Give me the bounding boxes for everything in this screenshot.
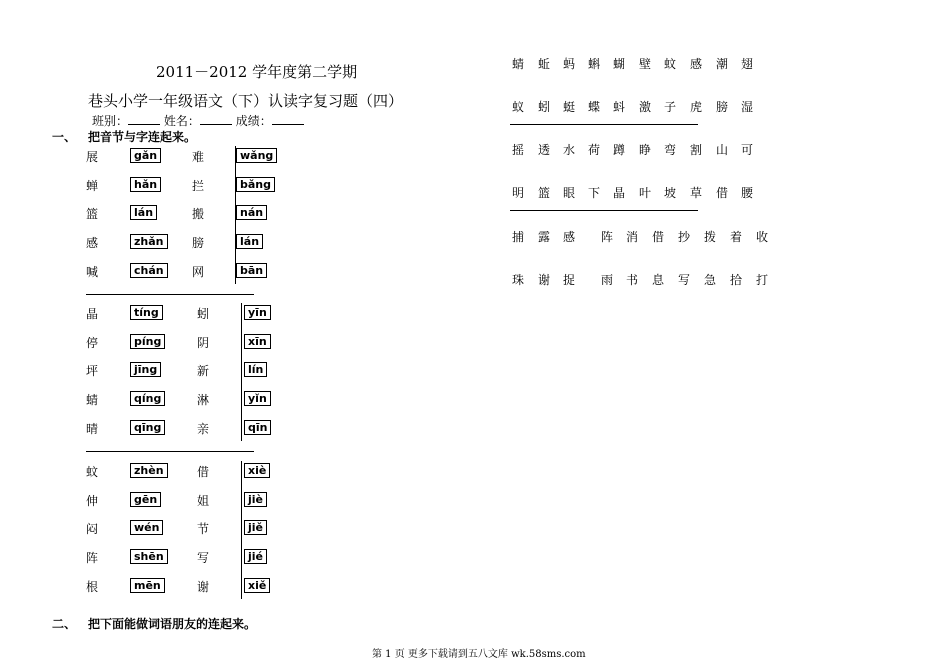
hanzi-right[interactable]: 淋 bbox=[197, 393, 210, 408]
word-char[interactable]: 消 bbox=[625, 230, 638, 244]
word-char[interactable]: 膀 bbox=[715, 100, 728, 114]
word-char[interactable]: 蹲 bbox=[612, 143, 625, 157]
worksheet-title-line1: 2011－2012 学年度第二学期 bbox=[156, 63, 358, 81]
word-char[interactable]: 书 bbox=[625, 273, 638, 287]
word-char[interactable]: 蚂 bbox=[562, 57, 575, 71]
student-info-line bbox=[92, 112, 304, 129]
hanzi-left[interactable]: 闷 bbox=[86, 522, 99, 537]
group-divider-vertical bbox=[235, 146, 236, 284]
pinyin-box-right[interactable]: nán bbox=[236, 205, 267, 220]
pinyin-box-left[interactable]: tíng bbox=[130, 305, 163, 320]
hanzi-left[interactable]: 晴 bbox=[86, 421, 99, 436]
word-char[interactable]: 湿 bbox=[740, 100, 753, 114]
word-char[interactable]: 虎 bbox=[689, 100, 702, 114]
word-char[interactable]: 激 bbox=[638, 100, 651, 114]
class-blank[interactable] bbox=[128, 114, 160, 125]
pinyin-box-left[interactable]: gēn bbox=[130, 492, 161, 507]
word-char[interactable]: 荷 bbox=[587, 143, 600, 157]
section1-instruction: 把音节与字连起来。 bbox=[88, 130, 197, 144]
pinyin-box-left[interactable]: jīng bbox=[130, 362, 161, 377]
pinyin-box-right[interactable]: jiè bbox=[244, 492, 267, 507]
pinyin-box-left[interactable]: píng bbox=[130, 334, 165, 349]
hanzi-left[interactable]: 喊 bbox=[86, 264, 99, 279]
pinyin-box-left[interactable]: qíng bbox=[130, 391, 165, 406]
pinyin-box-right[interactable]: xiě bbox=[244, 578, 270, 593]
hanzi-right[interactable]: 姐 bbox=[197, 493, 210, 508]
word-char[interactable]: 急 bbox=[703, 273, 716, 287]
word-char[interactable]: 睁 bbox=[638, 143, 651, 157]
hanzi-left[interactable]: 蜻 bbox=[86, 393, 99, 408]
hanzi-left[interactable]: 伸 bbox=[86, 493, 99, 508]
pinyin-box-left[interactable]: wén bbox=[130, 520, 163, 535]
score-blank[interactable] bbox=[272, 114, 304, 125]
word-char[interactable]: 山 bbox=[715, 143, 728, 157]
name-label: 姓名： bbox=[163, 114, 200, 128]
word-char[interactable]: 下 bbox=[587, 186, 600, 200]
page-footer: 第 1 页 更多下载请到五八文库 wk.58sms.com bbox=[372, 649, 586, 660]
pinyin-box-right[interactable]: lán bbox=[236, 234, 263, 249]
word-char[interactable]: 借 bbox=[715, 186, 728, 200]
word-char[interactable]: 感 bbox=[689, 57, 702, 71]
pinyin-box-left[interactable]: gǎn bbox=[130, 148, 161, 163]
hanzi-right[interactable]: 膀 bbox=[192, 236, 205, 251]
hanzi-left[interactable]: 蚊 bbox=[86, 465, 99, 479]
word-char[interactable]: 谢 bbox=[537, 273, 550, 287]
hanzi-left[interactable]: 根 bbox=[86, 579, 99, 594]
hanzi-right[interactable]: 借 bbox=[197, 465, 210, 479]
pinyin-box-left[interactable]: zhèn bbox=[130, 463, 168, 478]
hanzi-left[interactable]: 停 bbox=[86, 335, 99, 350]
pinyin-box-left[interactable]: shēn bbox=[130, 549, 168, 564]
word-char[interactable]: 珠 bbox=[511, 273, 524, 287]
section1-number: 一、 bbox=[52, 130, 77, 144]
hanzi-right[interactable]: 亲 bbox=[197, 421, 210, 436]
pinyin-box-left[interactable]: mēn bbox=[130, 578, 165, 593]
word-char[interactable]: 收 bbox=[755, 230, 768, 244]
word-char[interactable]: 写 bbox=[677, 273, 690, 287]
word-char[interactable]: 拾 bbox=[729, 273, 742, 287]
section2-number: 二、 bbox=[52, 617, 77, 631]
word-char[interactable]: 着 bbox=[729, 230, 742, 244]
hanzi-right[interactable]: 写 bbox=[197, 551, 210, 566]
word-char[interactable]: 蚪 bbox=[612, 100, 625, 114]
pinyin-box-left[interactable]: qīng bbox=[130, 420, 165, 435]
hanzi-left[interactable]: 晶 bbox=[86, 307, 99, 321]
pinyin-box-right[interactable]: jié bbox=[244, 549, 267, 564]
hanzi-left[interactable]: 阵 bbox=[86, 551, 99, 566]
hanzi-left[interactable]: 感 bbox=[86, 236, 99, 251]
pinyin-box-right[interactable]: wǎng bbox=[236, 148, 277, 163]
word-char[interactable]: 蜻 bbox=[511, 57, 524, 71]
hanzi-left[interactable]: 蝉 bbox=[86, 178, 99, 193]
name-blank[interactable] bbox=[200, 114, 232, 125]
word-char[interactable]: 眼 bbox=[562, 186, 575, 200]
word-char[interactable]: 透 bbox=[537, 143, 550, 157]
pinyin-box-right[interactable]: lín bbox=[244, 362, 267, 377]
pinyin-box-right[interactable]: xīn bbox=[244, 334, 271, 349]
pinyin-box-left[interactable]: hǎn bbox=[130, 177, 161, 192]
word-char[interactable]: 息 bbox=[651, 273, 664, 287]
word-char[interactable]: 拨 bbox=[703, 230, 716, 244]
word-char[interactable]: 摇 bbox=[511, 143, 524, 157]
pinyin-box-right[interactable]: xiè bbox=[244, 463, 270, 478]
group-separator bbox=[86, 451, 254, 452]
hanzi-right[interactable]: 搬 bbox=[192, 207, 205, 222]
word-char[interactable]: 蚊 bbox=[663, 57, 676, 71]
pinyin-box-left[interactable]: chán bbox=[130, 263, 168, 278]
word-char[interactable]: 感 bbox=[562, 230, 575, 244]
hanzi-right[interactable]: 阴 bbox=[197, 335, 210, 350]
word-char[interactable]: 露 bbox=[537, 230, 550, 244]
word-char[interactable]: 打 bbox=[755, 273, 768, 287]
word-char[interactable]: 壁 bbox=[638, 57, 651, 71]
word-char[interactable]: 蚁 bbox=[511, 100, 524, 114]
word-char[interactable]: 篮 bbox=[537, 186, 550, 200]
word-char[interactable]: 坡 bbox=[663, 186, 676, 200]
word-char[interactable]: 蚓 bbox=[537, 100, 550, 114]
word-char[interactable]: 阵 bbox=[600, 230, 613, 244]
pinyin-box-right[interactable]: qīn bbox=[244, 420, 271, 435]
word-char[interactable]: 弯 bbox=[663, 143, 676, 157]
pinyin-box-right[interactable]: yǐn bbox=[244, 391, 271, 406]
word-char[interactable]: 捉 bbox=[562, 273, 575, 287]
word-char[interactable]: 草 bbox=[689, 186, 702, 200]
pinyin-box-right[interactable]: bǎng bbox=[236, 177, 275, 192]
word-char[interactable]: 潮 bbox=[715, 57, 728, 71]
hanzi-right[interactable]: 网 bbox=[192, 264, 205, 279]
hanzi-left[interactable]: 坪 bbox=[86, 364, 99, 379]
word-char[interactable]: 割 bbox=[689, 143, 702, 157]
pinyin-box-right[interactable]: jiě bbox=[244, 520, 267, 535]
divider-line bbox=[510, 124, 698, 125]
word-char[interactable]: 蚯 bbox=[537, 57, 550, 71]
hanzi-right[interactable]: 谢 bbox=[197, 579, 210, 594]
word-char[interactable]: 借 bbox=[651, 230, 664, 244]
word-char[interactable]: 水 bbox=[562, 143, 575, 157]
pinyin-box-left[interactable]: zhǎn bbox=[130, 234, 168, 249]
divider-line bbox=[510, 210, 698, 211]
pinyin-box-right[interactable]: bān bbox=[236, 263, 267, 278]
word-char[interactable]: 蝶 bbox=[587, 100, 600, 114]
word-char[interactable]: 捕 bbox=[511, 230, 524, 244]
hanzi-left[interactable]: 篮 bbox=[86, 207, 99, 222]
word-char[interactable]: 雨 bbox=[600, 273, 613, 287]
score-label: 成绩： bbox=[235, 114, 272, 128]
word-char[interactable]: 翅 bbox=[740, 57, 753, 71]
word-char[interactable]: 蜓 bbox=[562, 100, 575, 114]
word-char[interactable]: 晶 bbox=[612, 186, 625, 200]
word-char[interactable]: 子 bbox=[663, 100, 676, 114]
pinyin-box-right[interactable]: yīn bbox=[244, 305, 271, 320]
worksheet-title-line2: 巷头小学一年级语文（下）认读字复习题（四） bbox=[88, 92, 404, 110]
hanzi-right[interactable]: 难 bbox=[192, 150, 205, 164]
word-char[interactable]: 明 bbox=[511, 186, 524, 200]
hanzi-right[interactable]: 蚓 bbox=[197, 307, 210, 321]
hanzi-right[interactable]: 新 bbox=[197, 364, 210, 379]
word-char[interactable]: 可 bbox=[740, 143, 753, 157]
pinyin-box-left[interactable]: lán bbox=[130, 205, 157, 220]
hanzi-right[interactable]: 节 bbox=[197, 522, 210, 537]
word-char[interactable]: 蝴 bbox=[612, 57, 625, 71]
section2-instruction: 把下面能做词语朋友的连起来。 bbox=[88, 617, 257, 631]
group-separator bbox=[86, 294, 254, 295]
word-char[interactable]: 腰 bbox=[740, 186, 753, 200]
group-divider-vertical bbox=[241, 461, 242, 599]
hanzi-left[interactable]: 展 bbox=[86, 150, 99, 164]
word-char[interactable]: 蝌 bbox=[587, 57, 600, 71]
group-divider-vertical bbox=[241, 303, 242, 441]
class-label: 班别： bbox=[92, 114, 129, 128]
word-char[interactable]: 叶 bbox=[638, 186, 651, 200]
word-char[interactable]: 抄 bbox=[677, 230, 690, 244]
hanzi-right[interactable]: 拦 bbox=[192, 178, 205, 193]
